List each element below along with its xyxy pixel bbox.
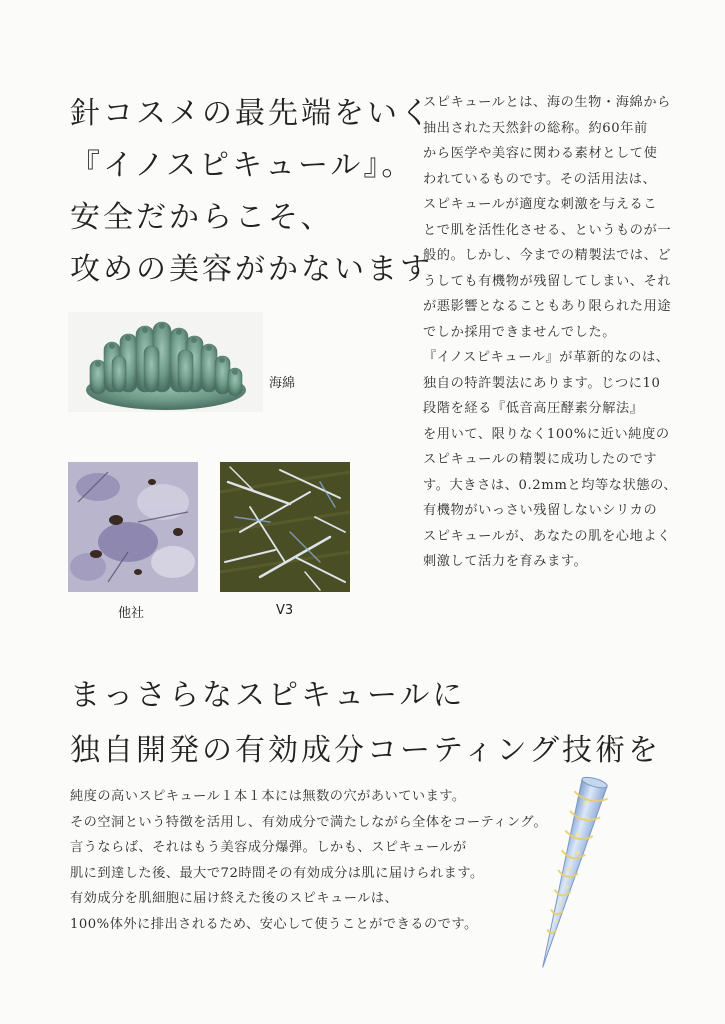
body-line: スピキュールが適度な刺激を与えるこ bbox=[423, 197, 658, 212]
body-line: 有効成分を肌細胞に届け終えた後のスピキュールは、 bbox=[70, 891, 399, 907]
body-line: スピキュールが、あなたの肌を心地よく bbox=[423, 528, 671, 544]
body-line: 言うならば、それはもう美容成分爆弾。しかも、スピキュールが bbox=[70, 840, 467, 856]
body-line: から医学や美容に関わる素材として使 bbox=[423, 146, 658, 161]
sea-sponge-caption: 海綿 bbox=[269, 376, 296, 391]
body-line: 有機物がいっさい残留しないシリカの bbox=[423, 503, 658, 518]
body-line: われているものです。その活用法は、 bbox=[423, 171, 657, 187]
body-line: 100%体外に排出されるため、安心して使うことができるのです。 bbox=[70, 916, 478, 932]
competitor-caption: 他社 bbox=[118, 606, 145, 621]
body-line: が悪影響となることもあり限られた用途 bbox=[423, 299, 672, 314]
body-line: とで肌を活性化させる、というものが一 bbox=[423, 222, 672, 238]
body-line: 『イノスピキュール』が革新的なのは、 bbox=[423, 350, 670, 365]
body-line: うしても有機物が残留してしまい、それ bbox=[423, 273, 672, 289]
coated-spicule-illustration bbox=[515, 770, 615, 980]
body-line: 段階を経る『低音高圧酵素分解法』 bbox=[423, 401, 644, 416]
body-line: を用いて、限りなく100%に近い純度の bbox=[423, 426, 670, 442]
spicule-description bbox=[423, 90, 688, 575]
body-line: 純度の高いスピキュール１本１本には無数の穴があいています。 bbox=[70, 789, 466, 804]
headline-line: 安全だからこそ、 bbox=[70, 200, 334, 235]
v3-caption: V3 bbox=[276, 603, 294, 618]
headline-line: 攻めの美容がかないます bbox=[70, 252, 433, 287]
body-line: す。大きさは、0.2mmと均等な状態の、 bbox=[423, 477, 678, 493]
body-line: 肌に到達した後、最大で72時間その有効成分は肌に届けられます。 bbox=[70, 865, 484, 881]
body-line: 抽出された天然針の総称。約60年前 bbox=[423, 120, 648, 136]
body-line: スピキュールの精製に成功したのです bbox=[423, 452, 658, 467]
headline-coating bbox=[70, 668, 670, 778]
competitor-micrograph bbox=[68, 462, 198, 592]
v3-micrograph bbox=[220, 462, 350, 592]
headline-line: 針コスメの最先端をいく bbox=[70, 96, 433, 131]
body-line: その空洞という特徴を活用し、有効成分で満たしながら全体をコーティング。 bbox=[70, 814, 548, 830]
body-line: 刺激して活力を育みます。 bbox=[423, 554, 588, 569]
body-line: 般的。しかし、今までの精製法では、ど bbox=[423, 248, 672, 263]
headline-line: 独自開発の有効成分コーティング技術を bbox=[70, 733, 661, 768]
body-line: 独自の特許製法にあります。じつに10 bbox=[423, 375, 661, 391]
body-line: でしか採用できませんでした。 bbox=[423, 324, 617, 340]
headline-line: まっさらなスピキュールに bbox=[70, 678, 466, 713]
coating-description bbox=[70, 784, 548, 938]
headline-line: 『イノスピキュール』。 bbox=[70, 148, 415, 183]
sea-sponge-photo bbox=[68, 312, 263, 412]
body-line: スピキュールとは、海の生物・海綿から bbox=[423, 95, 671, 110]
headline-innospicule bbox=[70, 88, 433, 296]
